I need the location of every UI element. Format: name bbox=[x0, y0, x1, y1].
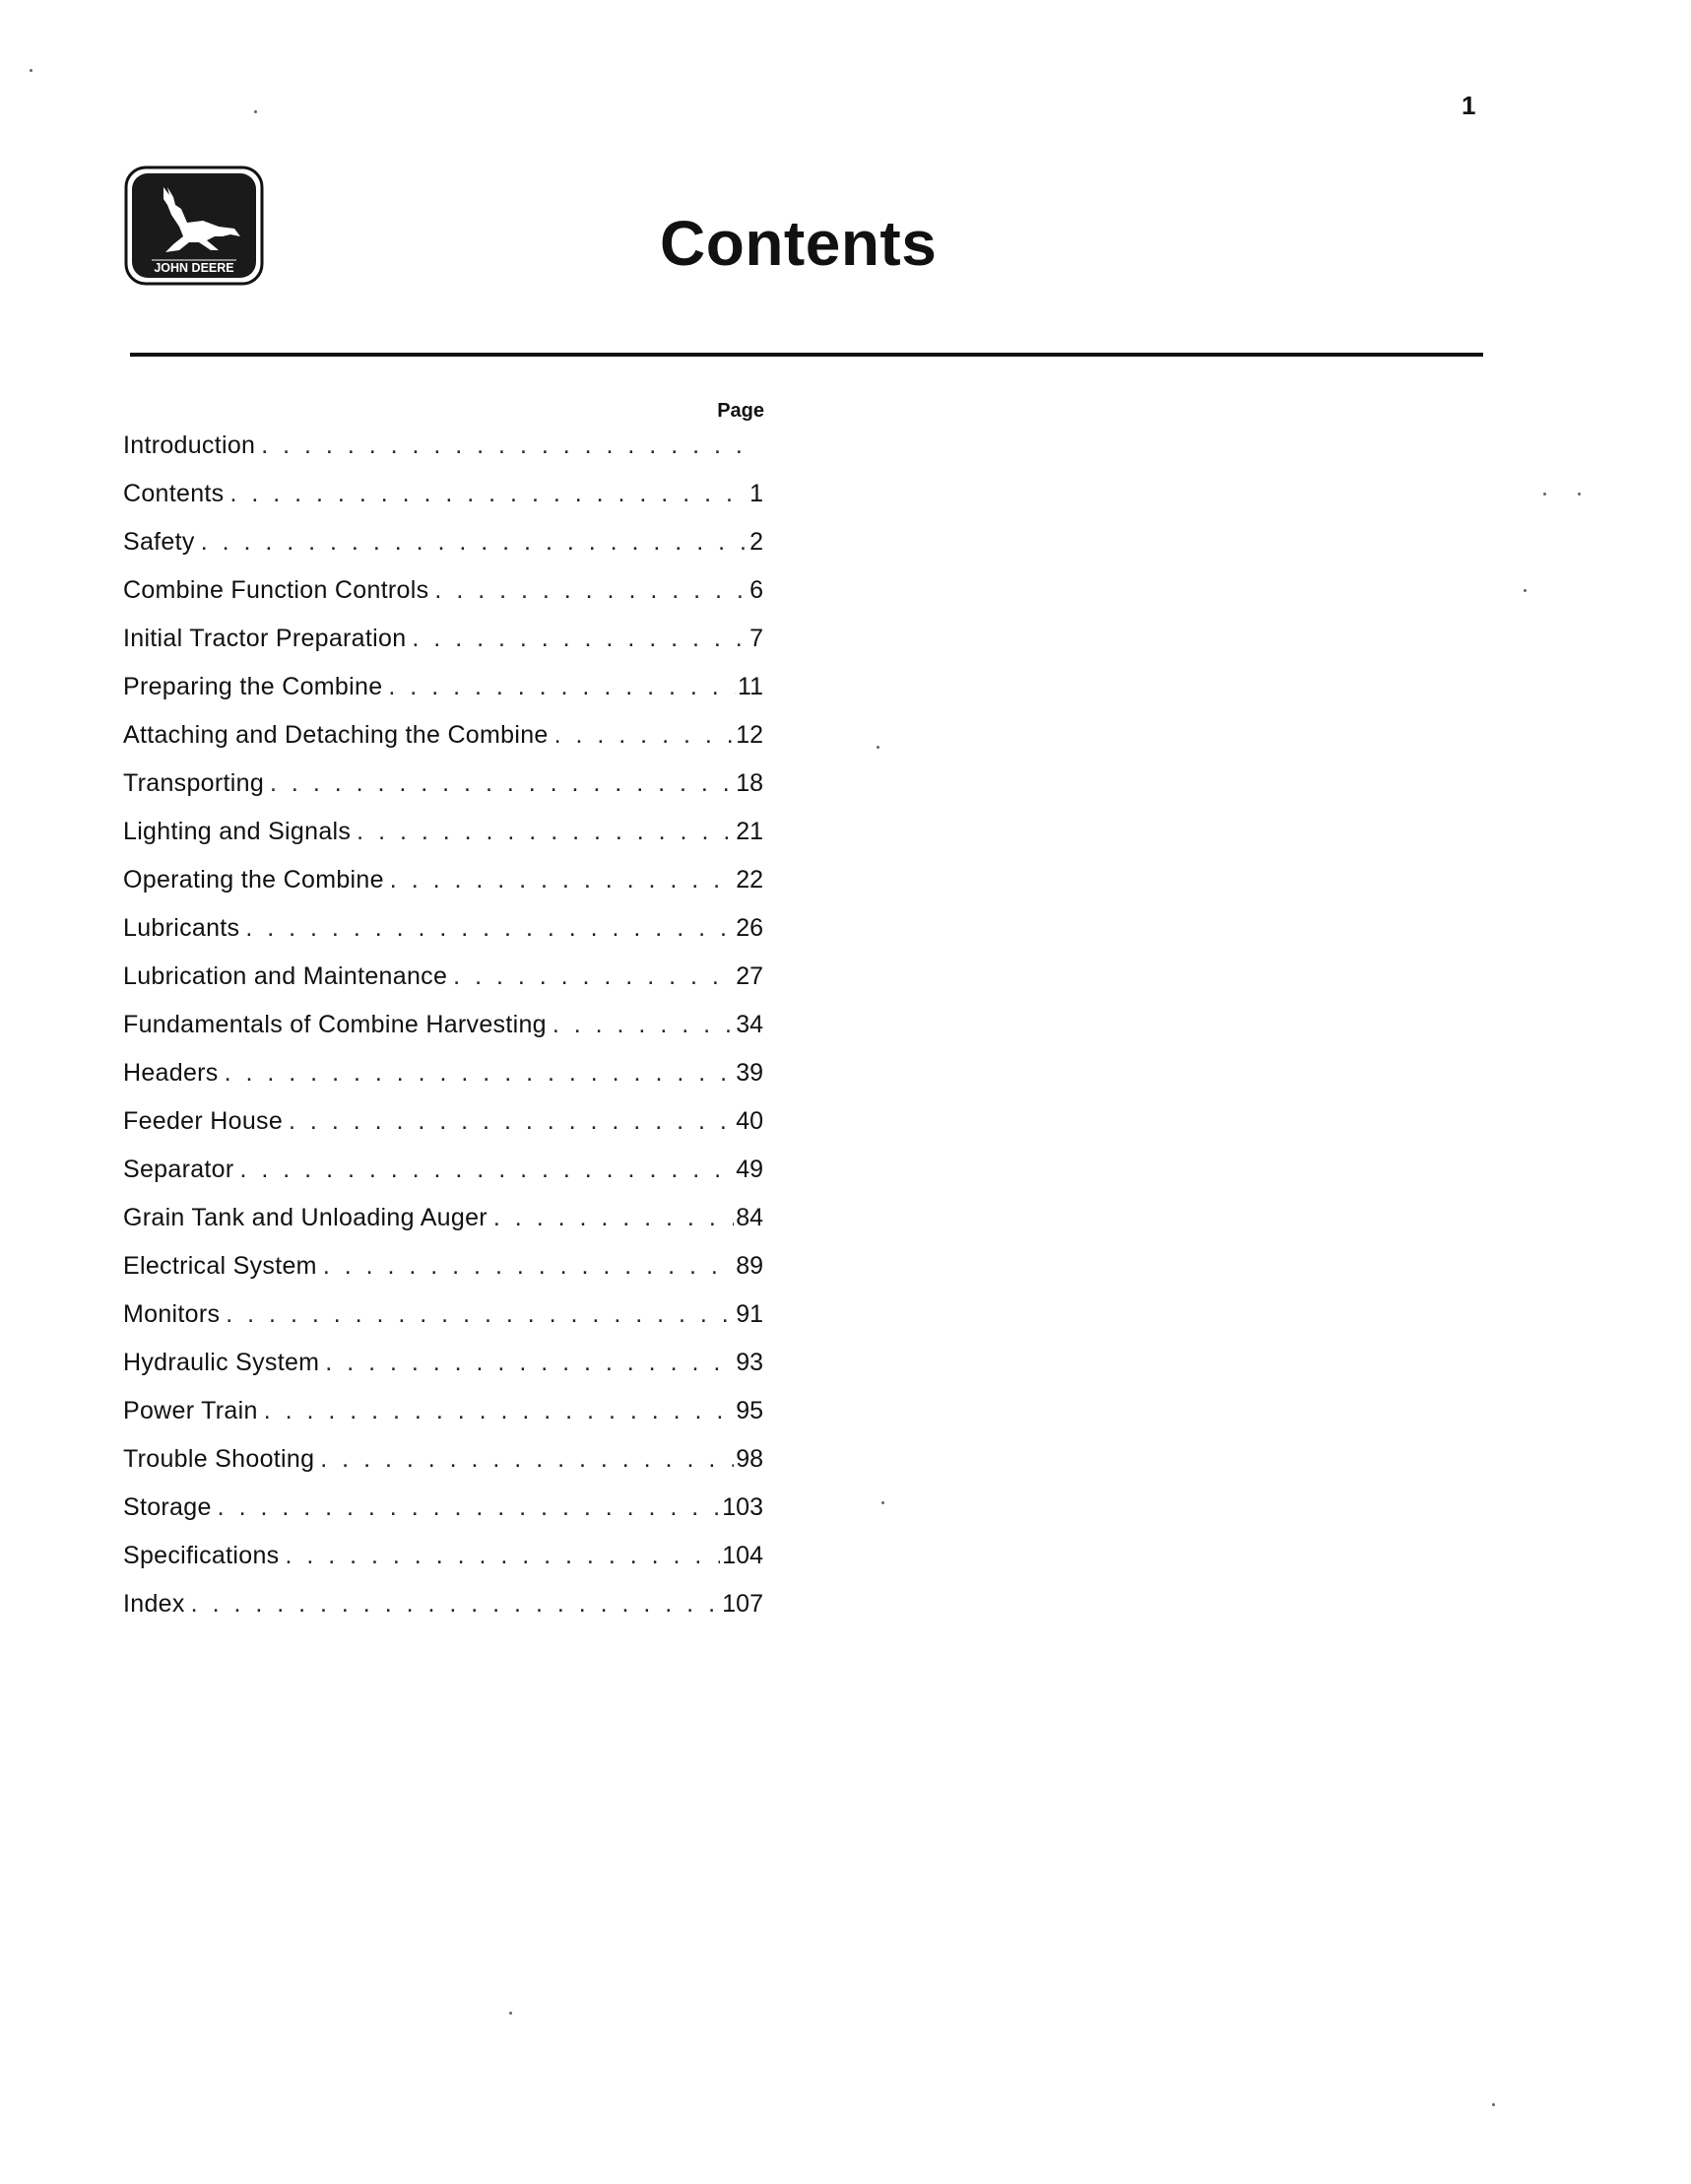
toc-entry-title: Separator bbox=[123, 1156, 234, 1183]
toc-leader-dots bbox=[493, 1194, 734, 1242]
john-deere-logo bbox=[124, 165, 264, 286]
toc-entry[interactable] bbox=[123, 663, 763, 711]
toc-entry-title: Fundamentals of Combine Harvesting bbox=[123, 1011, 547, 1038]
page-number: 1 bbox=[1462, 91, 1476, 120]
toc-entry-title: Electrical System bbox=[123, 1252, 317, 1280]
toc-entry[interactable] bbox=[123, 1001, 763, 1049]
toc-entry[interactable] bbox=[123, 1097, 763, 1146]
toc-entry[interactable] bbox=[123, 1049, 763, 1097]
toc-entry-title: Lighting and Signals bbox=[123, 818, 352, 845]
toc-entry[interactable] bbox=[123, 711, 763, 760]
toc-entry-page: 26 bbox=[736, 914, 763, 942]
toc-entry[interactable] bbox=[123, 422, 763, 470]
toc-entry[interactable] bbox=[123, 808, 763, 856]
toc-entry-title: Introduction bbox=[123, 431, 256, 459]
toc-entry-title: Monitors bbox=[123, 1300, 221, 1328]
toc-entry-title: Specifications bbox=[123, 1542, 280, 1569]
toc-leader-dots bbox=[453, 953, 734, 1001]
toc-leader-dots bbox=[325, 1339, 734, 1387]
toc-entry[interactable] bbox=[123, 760, 763, 808]
toc-entry-title: Index bbox=[123, 1590, 185, 1618]
toc-entry-page: 22 bbox=[736, 866, 763, 893]
scan-speck bbox=[877, 746, 879, 749]
toc-entry-title: Initial Tractor Preparation bbox=[123, 625, 407, 652]
toc-leader-dots bbox=[289, 1097, 734, 1146]
scan-speck bbox=[1578, 493, 1581, 496]
toc-entry-page: 7 bbox=[749, 625, 763, 652]
toc-entry-title: Preparing the Combine bbox=[123, 673, 383, 700]
scan-speck bbox=[254, 110, 257, 113]
toc-entry-title: Grain Tank and Unloading Auger bbox=[123, 1204, 488, 1231]
toc-leader-dots bbox=[245, 904, 734, 953]
toc-leader-dots bbox=[225, 1049, 735, 1097]
toc-entry[interactable] bbox=[123, 904, 763, 953]
toc-entry[interactable] bbox=[123, 1387, 763, 1435]
toc-entry-page: 40 bbox=[736, 1107, 763, 1135]
toc-leader-dots bbox=[261, 422, 749, 470]
toc-leader-dots bbox=[226, 1291, 734, 1339]
logo-text: JOHN DEERE bbox=[154, 261, 234, 275]
toc-entry[interactable] bbox=[123, 470, 763, 518]
toc-entry-page: 11 bbox=[738, 673, 763, 700]
toc-entry[interactable] bbox=[123, 1580, 763, 1628]
scan-speck bbox=[509, 2012, 512, 2015]
toc-entry-title: Trouble Shooting bbox=[123, 1445, 315, 1473]
toc-entry-page: 49 bbox=[736, 1156, 763, 1183]
toc-entry-title: Operating the Combine bbox=[123, 866, 384, 893]
toc-entry-page: 34 bbox=[736, 1011, 763, 1038]
toc-entry[interactable] bbox=[123, 518, 763, 566]
scan-speck bbox=[881, 1501, 884, 1504]
toc-entry-page: 6 bbox=[749, 576, 763, 604]
page-column-label: Page bbox=[717, 400, 764, 422]
toc-entry[interactable] bbox=[123, 1339, 763, 1387]
toc-entry-page: 18 bbox=[736, 769, 763, 797]
toc-entry-page: 93 bbox=[736, 1349, 763, 1376]
toc-entry-page: 21 bbox=[736, 818, 763, 845]
table-of-contents bbox=[123, 422, 763, 1628]
toc-entry[interactable] bbox=[123, 615, 763, 663]
toc-entry[interactable] bbox=[123, 1484, 763, 1532]
toc-entry[interactable] bbox=[123, 856, 763, 904]
toc-entry[interactable] bbox=[123, 1532, 763, 1580]
toc-entry-page: 103 bbox=[722, 1493, 763, 1521]
toc-leader-dots bbox=[388, 663, 736, 711]
title-rule bbox=[130, 353, 1483, 357]
toc-entry-title: Hydraulic System bbox=[123, 1349, 320, 1376]
toc-entry[interactable] bbox=[123, 1242, 763, 1291]
toc-entry-title: Lubrication and Maintenance bbox=[123, 962, 448, 990]
toc-leader-dots bbox=[412, 615, 748, 663]
deer-logo-icon bbox=[124, 165, 264, 286]
toc-leader-dots bbox=[264, 1387, 735, 1435]
toc-leader-dots bbox=[229, 470, 748, 518]
scan-speck bbox=[1524, 589, 1527, 592]
toc-entry-title: Transporting bbox=[123, 769, 265, 797]
toc-entry-title: Lubricants bbox=[123, 914, 240, 942]
toc-entry-page: 89 bbox=[736, 1252, 763, 1280]
toc-leader-dots bbox=[201, 518, 748, 566]
toc-entry[interactable] bbox=[123, 566, 763, 615]
toc-entry-page: 39 bbox=[736, 1059, 763, 1087]
toc-leader-dots bbox=[434, 566, 748, 615]
toc-entry[interactable] bbox=[123, 953, 763, 1001]
toc-leader-dots bbox=[240, 1146, 735, 1194]
scan-speck bbox=[1492, 2103, 1495, 2106]
toc-entry-title: Attaching and Detaching the Combine bbox=[123, 721, 549, 749]
toc-entry-page: 107 bbox=[722, 1590, 763, 1618]
page-title: Contents bbox=[660, 208, 938, 279]
toc-leader-dots bbox=[390, 856, 734, 904]
toc-entry-page: 12 bbox=[736, 721, 763, 749]
scan-speck bbox=[30, 69, 33, 72]
scan-speck bbox=[1543, 493, 1546, 496]
toc-entry-title: Headers bbox=[123, 1059, 219, 1087]
toc-entry-title: Feeder House bbox=[123, 1107, 284, 1135]
toc-entry-title: Contents bbox=[123, 480, 225, 507]
toc-entry-page: 27 bbox=[736, 962, 763, 990]
toc-entry-page: 2 bbox=[749, 528, 763, 556]
toc-leader-dots bbox=[323, 1242, 734, 1291]
toc-entry-page: 1 bbox=[749, 480, 763, 507]
toc-entry-page: 104 bbox=[722, 1542, 763, 1569]
toc-entry-page: 91 bbox=[736, 1300, 763, 1328]
toc-entry[interactable] bbox=[123, 1194, 763, 1242]
toc-entry-title: Storage bbox=[123, 1493, 212, 1521]
toc-leader-dots bbox=[357, 808, 734, 856]
toc-leader-dots bbox=[554, 711, 735, 760]
toc-leader-dots bbox=[191, 1580, 721, 1628]
toc-leader-dots bbox=[553, 1001, 734, 1049]
toc-leader-dots bbox=[218, 1484, 721, 1532]
toc-entry[interactable] bbox=[123, 1146, 763, 1194]
toc-entry-page: 95 bbox=[736, 1397, 763, 1424]
toc-leader-dots bbox=[285, 1532, 720, 1580]
toc-entry-page: 84 bbox=[736, 1204, 763, 1231]
toc-entry-title: Power Train bbox=[123, 1397, 258, 1424]
toc-entry[interactable] bbox=[123, 1435, 763, 1484]
toc-leader-dots bbox=[270, 760, 734, 808]
toc-leader-dots bbox=[320, 1435, 734, 1484]
toc-entry-title: Combine Function Controls bbox=[123, 576, 429, 604]
toc-entry[interactable] bbox=[123, 1291, 763, 1339]
toc-entry-page: 98 bbox=[736, 1445, 763, 1473]
toc-entry-title: Safety bbox=[123, 528, 195, 556]
